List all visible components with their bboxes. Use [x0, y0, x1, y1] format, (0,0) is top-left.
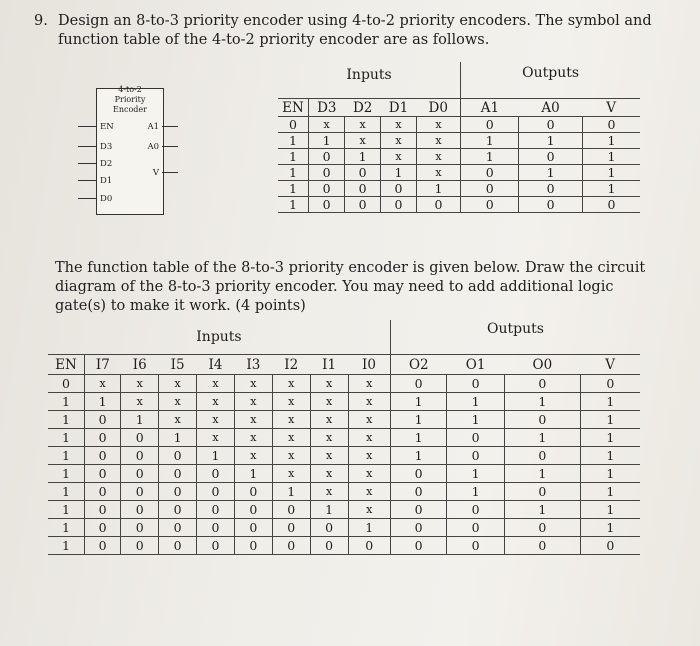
- table-cell: 0: [310, 519, 348, 537]
- table-cell: 0: [381, 181, 417, 197]
- table2-col-en: EN: [48, 355, 84, 375]
- pin-d3: D3: [100, 142, 113, 152]
- table-cell: 0: [159, 519, 197, 537]
- table-cell: 1: [461, 149, 519, 165]
- symbol-title-line1: 4-to-2: [118, 85, 142, 94]
- table-cell: 0: [505, 375, 581, 393]
- table-cell: 1: [197, 447, 235, 465]
- table-cell: 0: [197, 501, 235, 519]
- table-cell: 1: [461, 133, 519, 149]
- table-row: [48, 483, 640, 501]
- table-cell: 1: [447, 465, 505, 483]
- table-cell: 0: [272, 501, 310, 519]
- pin-en: EN: [100, 122, 114, 132]
- table-cell: 0: [580, 537, 640, 555]
- table-cell: x: [272, 465, 310, 483]
- table-row: [278, 197, 640, 213]
- table2-col-i7: I7: [84, 355, 120, 375]
- table-cell: 0: [159, 483, 197, 501]
- table-cell: 0: [390, 465, 446, 483]
- table-cell: 0: [121, 429, 159, 447]
- table-cell: x: [381, 133, 417, 149]
- table-cell: 1: [580, 411, 640, 429]
- table-cell: x: [272, 447, 310, 465]
- table-cell: 0: [461, 117, 519, 133]
- table-cell: 0: [519, 181, 583, 197]
- table-cell: 1: [505, 501, 581, 519]
- table-cell: 1: [416, 181, 460, 197]
- table-cell: 0: [234, 537, 272, 555]
- table-cell: x: [310, 447, 348, 465]
- wire-en: [78, 126, 96, 127]
- wire-d3: [78, 146, 96, 147]
- table2-col-i5: I5: [159, 355, 197, 375]
- table-row: [48, 411, 640, 429]
- table-row: [48, 429, 640, 447]
- table2-col-i2: I2: [272, 355, 310, 375]
- table-cell: 1: [505, 465, 581, 483]
- table-cell: x: [416, 117, 460, 133]
- wire-d2: [78, 163, 96, 164]
- table-cell: x: [345, 133, 381, 149]
- table-cell: x: [272, 411, 310, 429]
- table-cell: 0: [505, 411, 581, 429]
- pin-d1: D1: [100, 176, 113, 186]
- table-cell: 0: [390, 519, 446, 537]
- table1-col-d1: D1: [381, 99, 417, 117]
- table2-col-i1: I1: [310, 355, 348, 375]
- table2-col-v: V: [580, 355, 640, 375]
- table-cell: 0: [234, 501, 272, 519]
- table-cell: 0: [308, 165, 344, 181]
- table-cell: 0: [461, 165, 519, 181]
- table2-col-i6: I6: [121, 355, 159, 375]
- wire-v: [162, 172, 178, 173]
- table-cell: 0: [390, 537, 446, 555]
- table-4to2-function: [278, 62, 640, 213]
- table-cell: 0: [84, 447, 120, 465]
- table-cell: 1: [505, 429, 581, 447]
- table-cell: 0: [505, 483, 581, 501]
- table-cell: 1: [48, 429, 84, 447]
- table-cell: 0: [461, 181, 519, 197]
- table-cell: 0: [121, 483, 159, 501]
- table-cell: 1: [582, 165, 640, 181]
- table-cell: 0: [84, 537, 120, 555]
- table-cell: 1: [580, 519, 640, 537]
- table-cell: 0: [345, 197, 381, 213]
- table1-col-d3: D3: [308, 99, 344, 117]
- table-cell: 1: [121, 411, 159, 429]
- table-cell: x: [348, 447, 390, 465]
- table-cell: x: [121, 393, 159, 411]
- table-cell: 1: [278, 133, 308, 149]
- pin-d0: D0: [100, 194, 113, 204]
- table-cell: 1: [84, 393, 120, 411]
- table-cell: 1: [234, 465, 272, 483]
- table2-col-i4: I4: [197, 355, 235, 375]
- table-cell: 0: [234, 519, 272, 537]
- table-cell: 0: [447, 429, 505, 447]
- table-cell: 0: [272, 519, 310, 537]
- table-cell: 0: [159, 501, 197, 519]
- table-cell: x: [234, 429, 272, 447]
- table-cell: 0: [582, 197, 640, 213]
- table-cell: 0: [159, 537, 197, 555]
- table-cell: x: [197, 411, 235, 429]
- table-row: [278, 165, 640, 181]
- table-row: [278, 117, 640, 133]
- table-cell: 1: [348, 519, 390, 537]
- table1-col-en: EN: [278, 99, 308, 117]
- table-cell: x: [381, 117, 417, 133]
- table-cell: x: [310, 375, 348, 393]
- table-cell: 0: [121, 537, 159, 555]
- table-cell: x: [197, 375, 235, 393]
- table-cell: 1: [580, 447, 640, 465]
- table-cell: 1: [308, 133, 344, 149]
- table-cell: 0: [505, 447, 581, 465]
- table-cell: 0: [278, 117, 308, 133]
- table-cell: 0: [447, 501, 505, 519]
- table1-outputs-label: Outputs: [461, 62, 640, 99]
- table-cell: 0: [197, 537, 235, 555]
- table-cell: 0: [505, 519, 581, 537]
- table-cell: x: [234, 447, 272, 465]
- symbol-title: [97, 85, 163, 115]
- table-cell: x: [348, 393, 390, 411]
- table-cell: 1: [390, 411, 446, 429]
- table2-outputs-label: Outputs: [390, 320, 640, 355]
- table-cell: 0: [447, 447, 505, 465]
- table-cell: x: [84, 375, 120, 393]
- table-cell: 0: [519, 117, 583, 133]
- table-cell: 0: [381, 197, 417, 213]
- table-cell: 1: [345, 149, 381, 165]
- table2-col-i0: I0: [348, 355, 390, 375]
- table2-col-o0: O0: [505, 355, 581, 375]
- table-cell: x: [416, 165, 460, 181]
- table-cell: x: [348, 375, 390, 393]
- table-cell: 1: [48, 537, 84, 555]
- table-cell: 1: [390, 429, 446, 447]
- table-row: [48, 375, 640, 393]
- table-cell: x: [348, 465, 390, 483]
- table1-col-v: V: [582, 99, 640, 117]
- table1-col-a0: A0: [519, 99, 583, 117]
- table-cell: 0: [582, 117, 640, 133]
- table-cell: 1: [278, 165, 308, 181]
- table-cell: 1: [48, 501, 84, 519]
- table-cell: 0: [84, 465, 120, 483]
- table-cell: 0: [48, 375, 84, 393]
- question-number: 9.: [34, 13, 48, 29]
- table-cell: 0: [84, 411, 120, 429]
- table-cell: 1: [519, 133, 583, 149]
- table-row: [278, 133, 640, 149]
- table-row: [48, 501, 640, 519]
- table-cell: 1: [390, 447, 446, 465]
- table-cell: 0: [447, 537, 505, 555]
- table-cell: 0: [447, 375, 505, 393]
- table-cell: 0: [390, 501, 446, 519]
- table-cell: 1: [310, 501, 348, 519]
- table-cell: x: [348, 429, 390, 447]
- table-cell: 1: [159, 429, 197, 447]
- table-cell: 0: [159, 447, 197, 465]
- table-cell: 0: [197, 519, 235, 537]
- table-cell: 0: [519, 149, 583, 165]
- table-cell: x: [234, 411, 272, 429]
- wire-d0: [78, 198, 96, 199]
- pin-d2: D2: [100, 159, 113, 169]
- wire-a0: [162, 146, 178, 147]
- pin-v: V: [152, 168, 159, 178]
- table-8to3-function: [48, 320, 640, 555]
- table-cell: x: [345, 117, 381, 133]
- table-cell: x: [234, 393, 272, 411]
- table-cell: x: [272, 375, 310, 393]
- table-row: [48, 537, 640, 555]
- table-cell: 1: [580, 393, 640, 411]
- table-cell: 0: [580, 375, 640, 393]
- table-cell: x: [272, 393, 310, 411]
- table-cell: 1: [519, 165, 583, 181]
- table-cell: x: [310, 465, 348, 483]
- table-cell: 0: [461, 197, 519, 213]
- table-cell: 0: [84, 429, 120, 447]
- table-cell: x: [416, 133, 460, 149]
- table-cell: 0: [308, 149, 344, 165]
- table-cell: x: [197, 429, 235, 447]
- symbol-title-line2: Priority Encoder: [113, 95, 147, 114]
- table-cell: x: [159, 393, 197, 411]
- table-cell: 0: [234, 483, 272, 501]
- table-cell: x: [348, 411, 390, 429]
- table2-col-o1: O1: [447, 355, 505, 375]
- table-cell: 0: [197, 483, 235, 501]
- table-cell: 0: [345, 181, 381, 197]
- table2-col-o2: O2: [390, 355, 446, 375]
- encoder-symbol: [96, 85, 164, 215]
- table1-inputs-label: Inputs: [278, 62, 461, 99]
- table-cell: 0: [505, 537, 581, 555]
- table-cell: x: [159, 411, 197, 429]
- table-cell: x: [308, 117, 344, 133]
- table-cell: 0: [310, 537, 348, 555]
- table-cell: x: [121, 375, 159, 393]
- table-cell: x: [234, 375, 272, 393]
- wire-d1: [78, 180, 96, 181]
- table-cell: x: [197, 393, 235, 411]
- table-cell: x: [310, 393, 348, 411]
- table-row: [278, 181, 640, 197]
- table-cell: 1: [48, 393, 84, 411]
- table1-col-d0: D0: [416, 99, 460, 117]
- table2-col-i3: I3: [234, 355, 272, 375]
- table-cell: 0: [345, 165, 381, 181]
- table-cell: x: [159, 375, 197, 393]
- table-cell: 1: [48, 483, 84, 501]
- table-cell: 1: [582, 133, 640, 149]
- table-cell: 1: [272, 483, 310, 501]
- question-text: Design an 8-to-3 priority encoder using 4-to-2 priority encoders. The symbol and function table of the 4-to-2 priority encoder are as follows.: [58, 13, 652, 48]
- table1-col-a1: A1: [461, 99, 519, 117]
- table-cell: x: [272, 429, 310, 447]
- table-row: [48, 447, 640, 465]
- table-cell: 1: [447, 411, 505, 429]
- table-cell: 0: [272, 537, 310, 555]
- table-cell: 0: [348, 537, 390, 555]
- table-cell: 1: [582, 149, 640, 165]
- table-cell: 0: [121, 519, 159, 537]
- table-cell: 0: [197, 465, 235, 483]
- table-cell: 0: [416, 197, 460, 213]
- table-cell: 0: [121, 501, 159, 519]
- table-cell: 1: [48, 519, 84, 537]
- table-cell: 0: [308, 181, 344, 197]
- table-cell: 1: [278, 149, 308, 165]
- table-cell: 1: [278, 197, 308, 213]
- table-cell: 1: [580, 483, 640, 501]
- table-cell: 1: [48, 465, 84, 483]
- table-row: [278, 149, 640, 165]
- table-cell: 1: [505, 393, 581, 411]
- table-cell: 1: [390, 393, 446, 411]
- table-cell: 1: [580, 429, 640, 447]
- wire-a1: [162, 126, 178, 127]
- table-cell: 0: [84, 483, 120, 501]
- table-cell: 0: [159, 465, 197, 483]
- table-cell: 0: [308, 197, 344, 213]
- table-cell: 1: [447, 393, 505, 411]
- table-row: [48, 519, 640, 537]
- pin-a1: A1: [147, 122, 159, 132]
- pin-a0: A0: [147, 142, 159, 152]
- table-cell: x: [348, 483, 390, 501]
- question-text-part2: The function table of the 8-to-3 priority encoder is given below. Draw the circuit diagram of the 8-to-3 priority encoder. You may need to add additional logic gate(s) to make it work. (4 points): [55, 260, 646, 314]
- table-cell: 0: [84, 519, 120, 537]
- table-cell: 0: [121, 447, 159, 465]
- table-row: [48, 465, 640, 483]
- table-cell: 1: [580, 501, 640, 519]
- table-cell: 0: [447, 519, 505, 537]
- table-cell: 0: [84, 501, 120, 519]
- table-cell: x: [310, 411, 348, 429]
- table-cell: 1: [48, 447, 84, 465]
- table-cell: 0: [121, 465, 159, 483]
- table-row: [48, 393, 640, 411]
- table1-col-d2: D2: [345, 99, 381, 117]
- table-cell: 1: [278, 181, 308, 197]
- table-cell: x: [348, 501, 390, 519]
- table-cell: 1: [580, 465, 640, 483]
- table-cell: 0: [390, 483, 446, 501]
- table-cell: x: [381, 149, 417, 165]
- table-cell: 0: [519, 197, 583, 213]
- table2-inputs-label: Inputs: [48, 320, 390, 355]
- table-cell: 1: [447, 483, 505, 501]
- table-cell: 1: [582, 181, 640, 197]
- table-cell: x: [416, 149, 460, 165]
- table-cell: 1: [48, 411, 84, 429]
- table-cell: 1: [381, 165, 417, 181]
- table-cell: x: [310, 483, 348, 501]
- table-cell: 0: [390, 375, 446, 393]
- table-cell: x: [310, 429, 348, 447]
